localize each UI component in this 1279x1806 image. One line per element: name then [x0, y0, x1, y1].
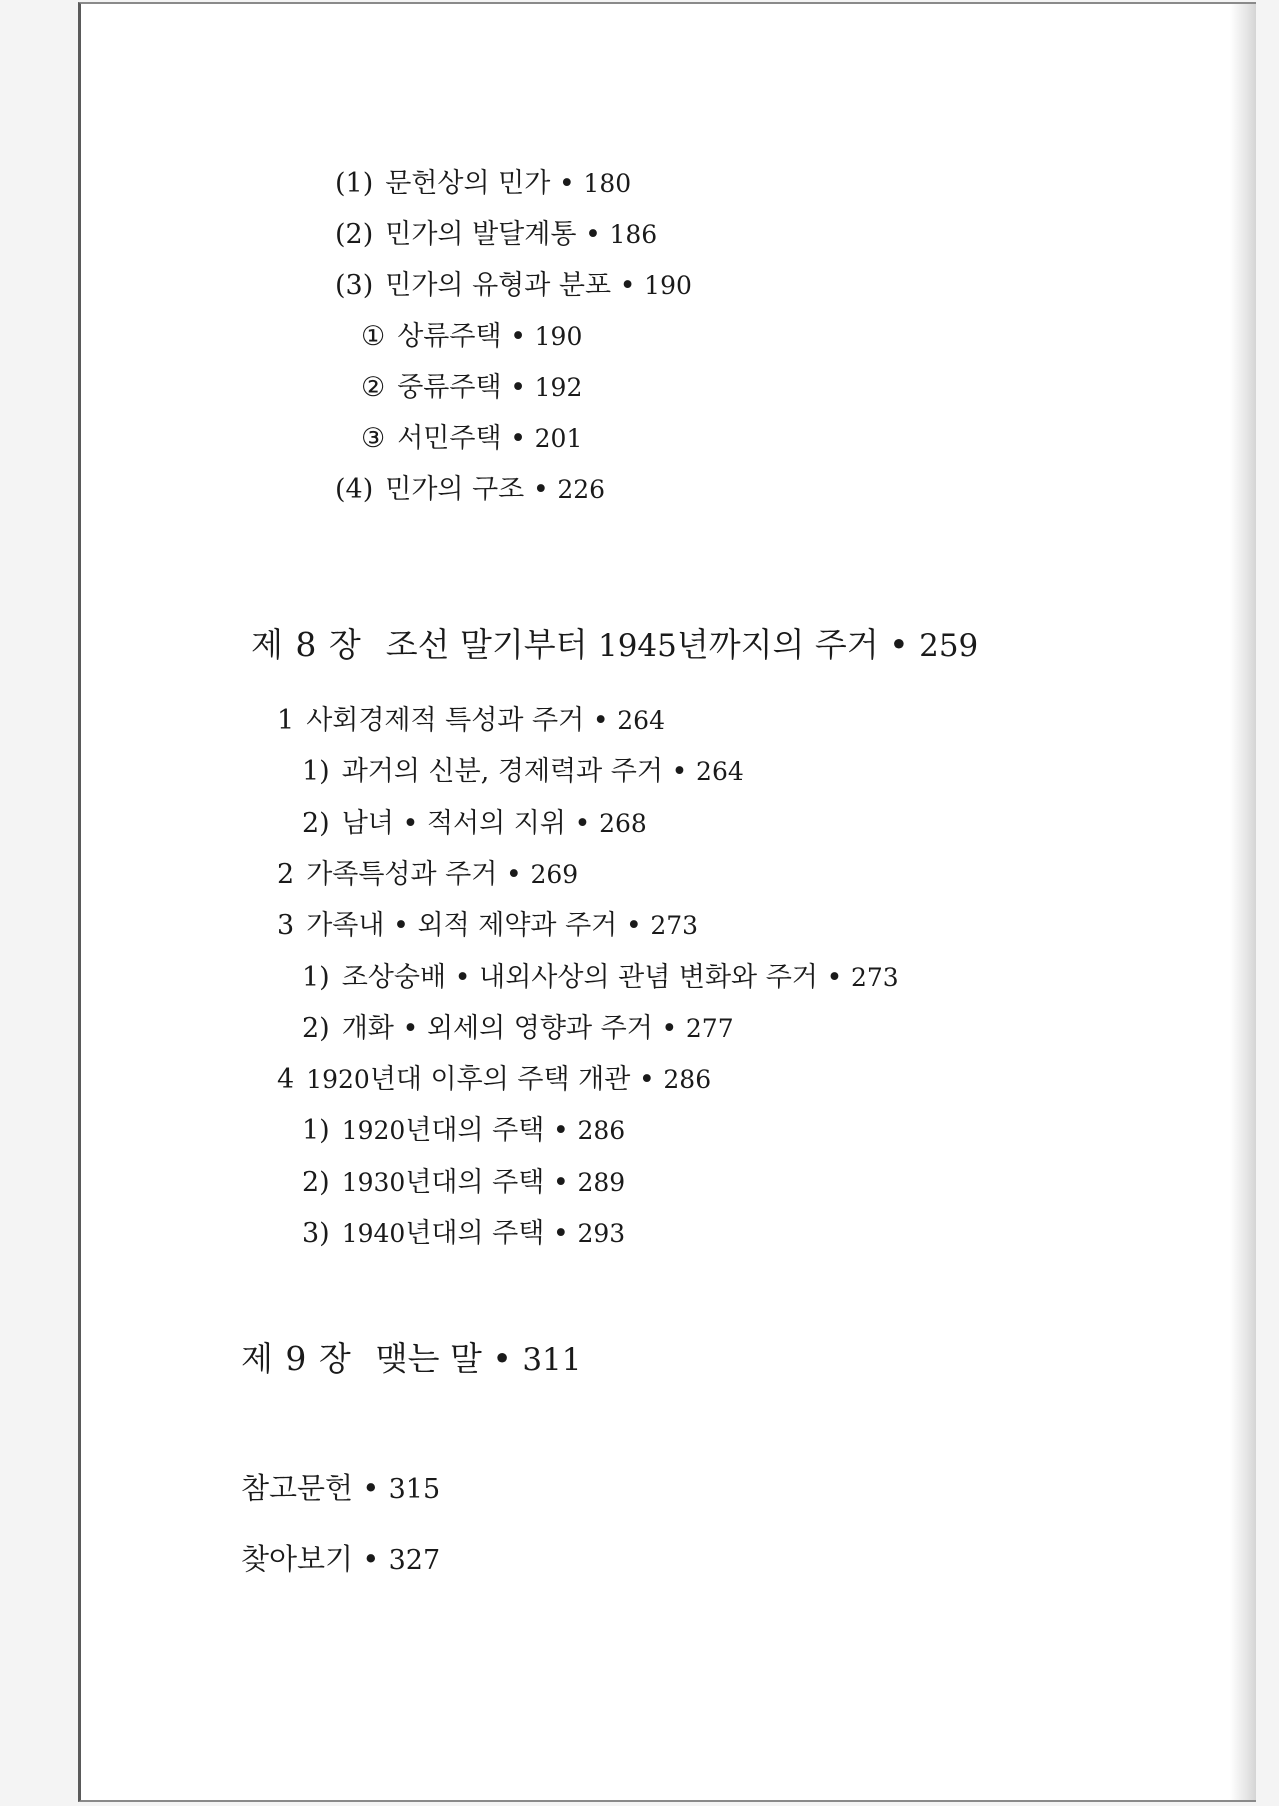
entry-number: ②: [361, 372, 386, 403]
toc-entry[interactable]: [277, 707, 665, 734]
chapter-title: 맺는 말 • 311: [375, 1339, 582, 1378]
entry-number: (2): [335, 219, 374, 250]
entry-title: 남녀 • 적서의 지위 • 268: [341, 808, 647, 839]
entry-number: 1): [302, 962, 330, 993]
toc-entry[interactable]: [335, 221, 657, 248]
entry-number: 3): [302, 1218, 330, 1249]
entry-number: (1): [335, 168, 374, 199]
entry-number: (4): [335, 474, 374, 505]
entry-title: 상류주택 • 190: [397, 321, 583, 352]
entry-number: 4: [277, 1064, 295, 1095]
toc-entry[interactable]: [302, 1220, 625, 1247]
entry-number: 1): [302, 756, 330, 787]
entry-title: 문헌상의 민가 • 180: [385, 168, 632, 199]
entry-title: 찾아보기 • 327: [241, 1542, 441, 1576]
toc-entry[interactable]: [277, 861, 578, 888]
toc-entry[interactable]: [302, 1015, 734, 1042]
toc-entry[interactable]: [302, 1117, 625, 1144]
entry-title: 개화 • 외세의 영향과 주거 • 277: [341, 1013, 734, 1044]
entry-title: 1920년대 이후의 주택 개관 • 286: [306, 1064, 712, 1095]
toc-entry[interactable]: [302, 1169, 625, 1196]
toc-entry[interactable]: [302, 758, 744, 785]
chapter-number: 제 9 장: [241, 1339, 352, 1378]
toc-entry[interactable]: [302, 964, 899, 991]
toc-entry[interactable]: [335, 476, 605, 503]
chapter-heading[interactable]: [251, 625, 979, 664]
entry-title: 중류주택 • 192: [397, 372, 583, 403]
entry-title: 민가의 발달계통 • 186: [385, 219, 658, 250]
toc-entry[interactable]: [361, 323, 582, 350]
chapter-title: 조선 말기부터 1945년까지의 주거 • 259: [385, 625, 979, 664]
toc-entry-references[interactable]: [241, 1471, 441, 1505]
entry-title: 참고문헌 • 315: [241, 1471, 441, 1505]
entry-title: 조상숭배 • 내외사상의 관념 변화와 주거 • 273: [341, 962, 899, 993]
toc-entry[interactable]: [277, 1066, 711, 1093]
entry-number: 2): [302, 1013, 330, 1044]
entry-number: ①: [361, 321, 386, 352]
entry-title: 1920년대의 주택 • 286: [341, 1115, 626, 1146]
toc-entry[interactable]: [302, 810, 647, 837]
entry-number: 1): [302, 1115, 330, 1146]
entry-title: 서민주택 • 201: [397, 423, 583, 454]
entry-title: 민가의 유형과 분포 • 190: [385, 270, 692, 301]
chapter-heading[interactable]: [241, 1339, 582, 1378]
entry-number: 2: [277, 859, 295, 890]
page-edge-shadow: [1230, 4, 1256, 1800]
chapter-number: 제 8 장: [251, 625, 362, 664]
book-page: [78, 2, 1256, 1802]
entry-title: 가족특성과 주거 • 269: [306, 859, 579, 890]
entry-number: 3: [277, 910, 295, 941]
entry-title: 가족내 • 외적 제약과 주거 • 273: [306, 910, 699, 941]
toc-entry[interactable]: [335, 272, 692, 299]
toc-entry[interactable]: [277, 912, 698, 939]
entry-number: 2): [302, 808, 330, 839]
toc-entry-index[interactable]: [241, 1542, 441, 1576]
entry-title: 사회경제적 특성과 주거 • 264: [306, 705, 665, 736]
entry-number: ③: [361, 423, 386, 454]
entry-number: (3): [335, 270, 374, 301]
entry-number: 1: [277, 705, 295, 736]
entry-title: 1940년대의 주택 • 293: [341, 1218, 626, 1249]
entry-title: 과거의 신분, 경제력과 주거 • 264: [341, 756, 744, 787]
entry-number: 2): [302, 1167, 330, 1198]
toc-entry[interactable]: [361, 374, 582, 401]
entry-title: 민가의 구조 • 226: [385, 474, 606, 505]
toc-entry[interactable]: [361, 425, 582, 452]
entry-title: 1930년대의 주택 • 289: [341, 1167, 626, 1198]
toc-entry[interactable]: [335, 170, 631, 197]
